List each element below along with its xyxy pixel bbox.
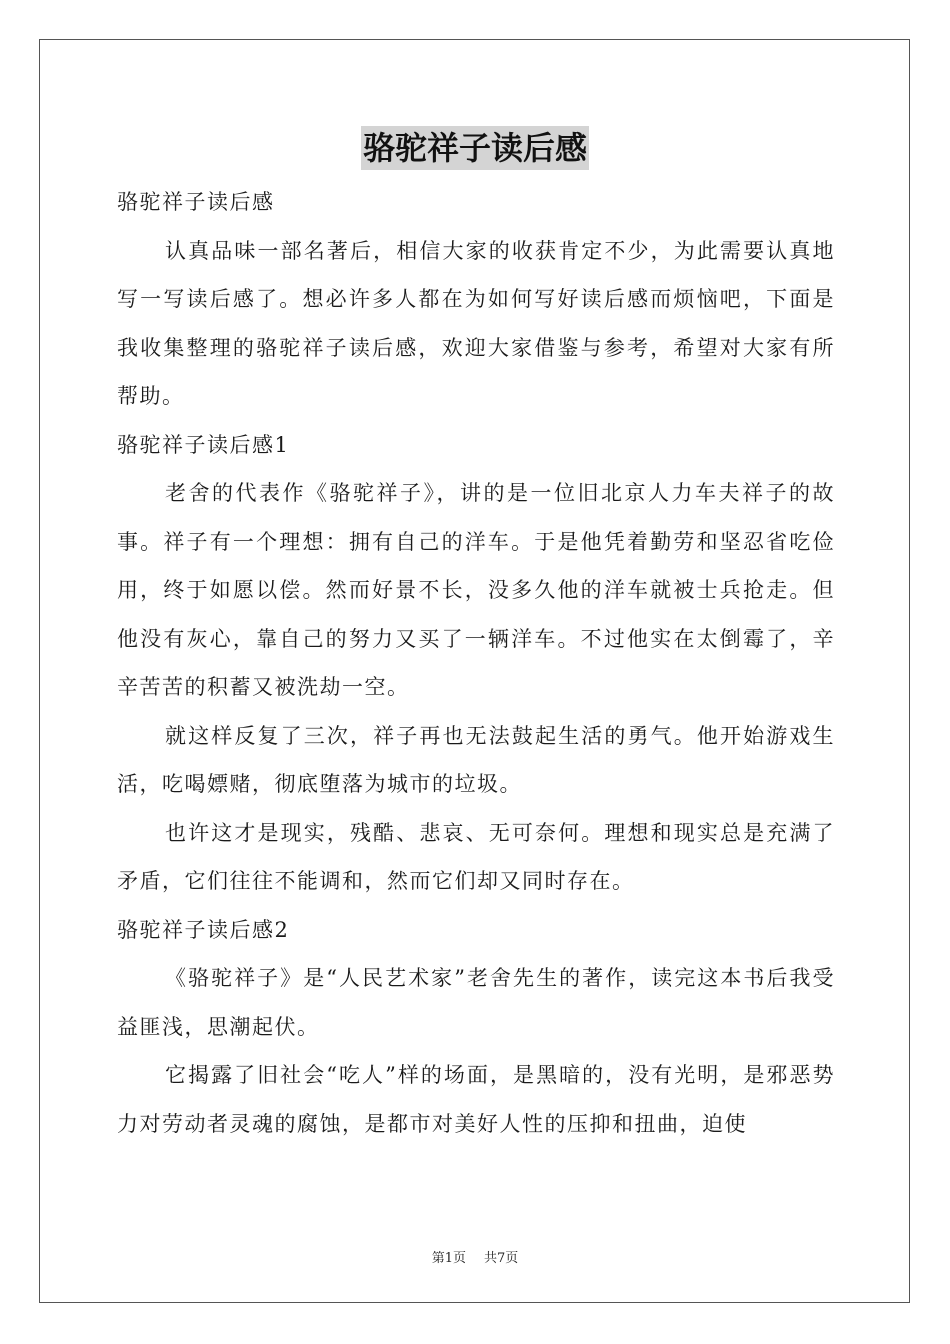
paragraph: 《骆驼祥子》是“人民艺术家”老舍先生的著作，读完这本书后我受益匪浅，思潮起伏。	[117, 966, 835, 1039]
document-title: 骆驼祥子读后感	[361, 126, 589, 170]
page-number-current: 第1页	[431, 1251, 466, 1266]
paragraph: 也许这才是现实，残酷、悲哀、无可奈何。理想和现实总是充满了矛盾，它们往往不能调和，然而它们却又同时存在。	[117, 820, 835, 893]
document-body	[117, 178, 835, 1148]
page-number-total: 共7页	[484, 1251, 519, 1266]
paragraph: 它揭露了旧社会“吃人”样的场面，是黑暗的，没有光明，是邪恶势力对劳动者灵魂的腐蚀，是都市对美好人性的压抑和扭曲，迫使	[117, 1063, 835, 1136]
subheading: 骆驼祥子读后感2	[117, 917, 290, 942]
subheading: 骆驼祥子读后感1	[117, 432, 290, 457]
paragraph: 就这样反复了三次，祥子再也无法鼓起生活的勇气。他开始游戏生活，吃喝嫖赌，彻底堕落为城市的垃圾。	[117, 723, 835, 796]
title-container	[0, 126, 950, 170]
paragraph: 老舍的代表作《骆驼祥子》，讲的是一位旧北京人力车夫祥子的故事。祥子有一个理想：拥有自己的洋车。于是他凭着勤劳和坚忍省吃俭用，终于如愿以偿。然而好景不长，没多久他的洋车就被士兵抢走。但他没有灰心，靠自己的努力又买了一辆洋车。不过他实在太倒霉了，辛辛苦苦的积蓄又被洗劫一空。	[117, 481, 835, 699]
paragraph: 认真品味一部名著后，相信大家的收获肯定不少，为此需要认真地写一写读后感了。想必许多人都在为如何写好读后感而烦恼吧，下面是我收集整理的骆驼祥子读后感，欢迎大家借鉴与参考，希望对大家有所帮助。	[117, 238, 835, 408]
page-footer	[0, 1247, 950, 1266]
subheading: 骆驼祥子读后感	[117, 190, 275, 214]
